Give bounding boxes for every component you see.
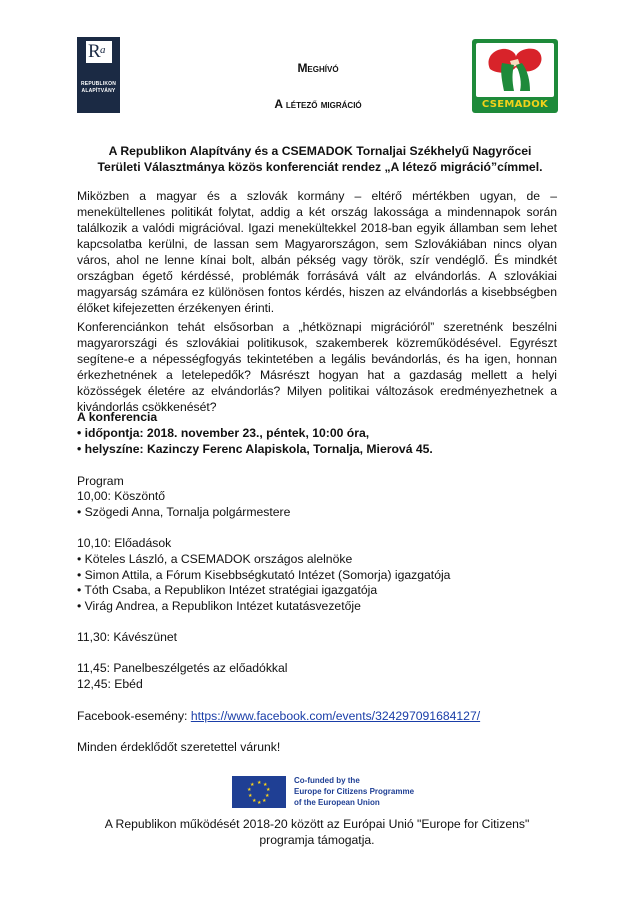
program-talks-time: 10,10: Előadások — [77, 536, 172, 550]
facebook-label: Facebook-esemény: — [77, 709, 191, 723]
csemadok-logo-text: CSEMADOK — [481, 99, 549, 110]
footer-text: A Republikon működését 2018-20 között az Európai Unió "Europe for Citizens" programja támogatja. — [104, 817, 530, 847]
eu-line-2: Europe for Citizens Programme — [294, 787, 415, 796]
program-panel: 11,45: Panelbeszélgetés az előadókkal — [77, 661, 288, 675]
program-talk-item: • Köteles László, a CSEMADOK országos alelnöke — [77, 552, 353, 566]
conference-venue: • helyszíne: Kazinczy Ferenc Alapiskola, Tornalja, Mierová 45. — [77, 442, 433, 456]
program-welcome-speaker: • Szögedi Anna, Tornalja polgármestere — [77, 505, 291, 519]
facebook-event-link[interactable]: https://www.facebook.com/events/324297091684127/ — [190, 709, 481, 723]
conference-time: • időpontja: 2018. november 23., péntek, 10:00 óra, — [77, 426, 370, 440]
program-talk-item: • Simon Attila, a Fórum Kisebbségkutató Intézet (Somorja) igazgatója — [77, 568, 451, 582]
facebook-line — [77, 708, 567, 724]
eu-line-3: of the European Union — [294, 798, 380, 807]
program-heading: Program — [77, 474, 124, 488]
eu-flag-icon: ★ ★ ★ ★ ★ ★ ★ ★ ★ ★ — [232, 776, 286, 808]
program-welcome-time: 10,00: Köszöntő — [77, 489, 166, 503]
intro-text: A Republikon Alapítvány és a CSEMADOK Tornaljai Székhelyű Nagyrőcei Területi Választmánya közös konferenciát rendez „A létező migráció”címmel. — [97, 144, 543, 174]
paragraph-1: Miközben a magyar és a szlovák kormány – eltérő mértékben ugyan, de – menekültellenes politikát folytat, addig a két ország lakossága a mindennapok során találkozik a valódi migrációval. Igazi menekültekkel 2018-ban egyik államban sem lehet kapcsolatba kerülni, de lassan sem Magyarországon, sem Szlovákiában nincs olyan város, ahol ne lenne kínai bolt, albán pékség vagy török, szír vendéglő. És mindkét országban égető kérdéssé, problémák forrásává vált az elvándorlás. A szlovákiai magyarság számára ez különösen fontos kérdés, hiszen az elvándorlás a kisebbségben élőket kifejezetten érzékenyen érinti. — [77, 189, 557, 315]
conference-heading: A konferencia — [77, 410, 158, 424]
republikon-logo-mark: R a — [86, 41, 112, 63]
program-talk-item: • Tóth Csaba, a Republikon Intézet stratégiai igazgatója — [77, 583, 378, 597]
eu-line-1: Co-funded by the — [294, 776, 360, 785]
program-lunch: 12,45: Ebéd — [77, 677, 143, 691]
paragraph-2: Konferenciánkon tehát elsősorban a „hétköznapi migrációról” szeretnénk beszélni magyarországi és szlovákiai politikusok, szakemberek közreműködésével. Egyrészt segítene-e a népességfogyás tekintetében a legális bevándorlás, és ha igen, honnan érkezhetnének a letelepedők? Másrészt hogyan hat a gazdaság mellett a helyi közösségek életére az elvándorlás? Milyen politikai változások eredményezhetnek a kivándorlás csökkenését? — [77, 320, 557, 414]
program-break: 11,30: Kávészünet — [77, 630, 178, 644]
program-talk-item: • Virág Andrea, a Republikon Intézet kutatásvezetője — [77, 599, 361, 613]
closing-text: Minden érdeklődőt szeretettel várunk! — [77, 740, 281, 754]
invitation-title: Meghívó — [297, 61, 339, 75]
eu-cofunded-text — [294, 775, 414, 808]
invitation-subtitle: A létező migráció — [274, 97, 362, 111]
republikon-logo-caption: REPUBLIKON ALAPÍTVÁNY — [80, 81, 117, 94]
